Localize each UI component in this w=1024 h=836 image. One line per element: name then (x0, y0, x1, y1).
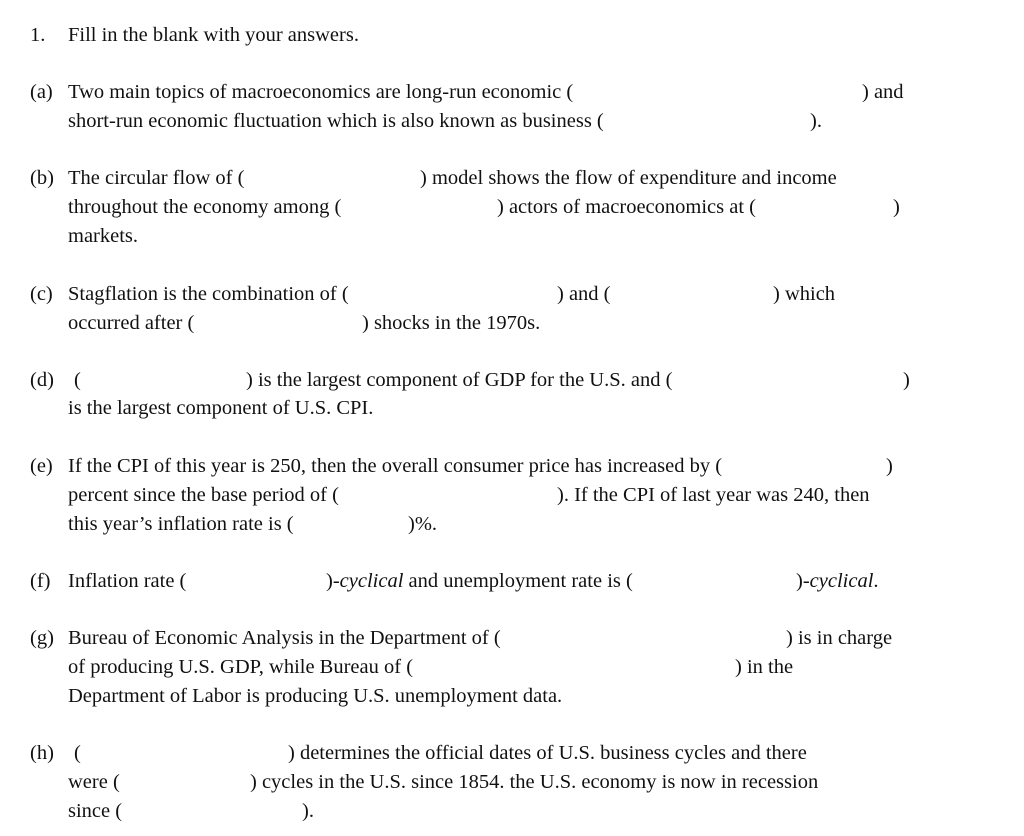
part-c-line1-end: ) which (773, 283, 836, 305)
part-h-line3-text: since ( (68, 800, 123, 822)
part-d-label: (d) (30, 369, 54, 391)
part-h-line2-end: ) cycles in the U.S. since 1854. the U.S. economy is now in recession (250, 771, 819, 793)
part-f-close-paren-2: )- (796, 570, 810, 592)
part-b-line3-text: markets. (68, 225, 139, 247)
part-f-line1-text: Inflation rate ( (68, 570, 187, 592)
part-f-cyclical-2: cyclical (809, 570, 874, 592)
part-h-label: (h) (30, 742, 54, 764)
part-b-line1-text: The circular flow of ( (68, 167, 245, 189)
part-e-line2-text: percent since the base period of ( (68, 484, 339, 506)
part-d-line2-text: is the largest component of U.S. CPI. (68, 397, 374, 419)
part-h-line2-text: were ( (68, 771, 120, 793)
part-a-line1-end: ) and (862, 81, 904, 103)
part-b-line1-end: ) model shows the flow of expenditure and income (420, 167, 837, 189)
part-a-line1-text: Two main topics of macroeconomics are long-run economic ( (68, 81, 574, 103)
part-g-line1-end: ) is in charge (786, 627, 893, 649)
part-c-label: (c) (30, 283, 53, 305)
part-f-cyclical-1: cyclical (339, 570, 404, 592)
part-g-line3-text: Department of Labor is producing U.S. unemployment data. (68, 685, 563, 707)
part-g-line2-end: ) in the (735, 656, 794, 678)
part-d-line1-open: ( (74, 369, 81, 391)
part-c-line2-end: ) shocks in the 1970s. (362, 312, 541, 334)
part-c-line2-text: occurred after ( (68, 312, 195, 334)
part-f-period: . (873, 570, 879, 592)
part-h-line1-open: ( (74, 742, 81, 764)
part-a-line2-end: ). (810, 110, 822, 132)
part-g-line2-text: of producing U.S. GDP, while Bureau of ( (68, 656, 414, 678)
part-g-line1-text: Bureau of Economic Analysis in the Department of ( (68, 627, 501, 649)
part-e-line1-end: ) (886, 455, 893, 477)
part-b-line2-mid: ) actors of macroeconomics at ( (497, 196, 756, 218)
part-g-label: (g) (30, 627, 54, 649)
part-h-line1-text: ) determines the official dates of U.S. business cycles and there (288, 742, 807, 764)
part-a-line2-text: short-run economic fluctuation which is also known as business ( (68, 110, 604, 132)
part-b-line2-text: throughout the economy among ( (68, 196, 342, 218)
part-b-label: (b) (30, 167, 54, 189)
question-number: 1. (30, 24, 46, 46)
part-e-label: (e) (30, 455, 53, 477)
part-c-line1-text: Stagflation is the combination of ( (68, 283, 349, 305)
question-instruction: Fill in the blank with your answers. (68, 24, 359, 46)
part-f-close-paren-1: )- (326, 570, 340, 592)
part-f-line1-end (796, 571, 879, 592)
part-f-line1-mid (326, 571, 633, 592)
part-a-label: (a) (30, 81, 53, 103)
part-e-line3-end: )%. (408, 513, 438, 535)
part-h-line3-end: ). (302, 800, 314, 822)
part-c-line1-mid: ) and ( (557, 283, 611, 305)
part-d-line1-end: ) (903, 369, 910, 391)
part-b-line2-end: ) (893, 196, 900, 218)
part-e-line2-end: ). If the CPI of last year was 240, then (557, 484, 870, 506)
part-f-label: (f) (30, 570, 51, 592)
part-e-line1-text: If the CPI of this year is 250, then the overall consumer price has increased by ( (68, 455, 723, 477)
part-f-line1-middle-text: and unemployment rate is ( (403, 570, 633, 592)
part-d-line1-text: ) is the largest component of GDP for the U.S. and ( (246, 369, 673, 391)
part-e-line3-text: this year’s inflation rate is ( (68, 513, 294, 535)
